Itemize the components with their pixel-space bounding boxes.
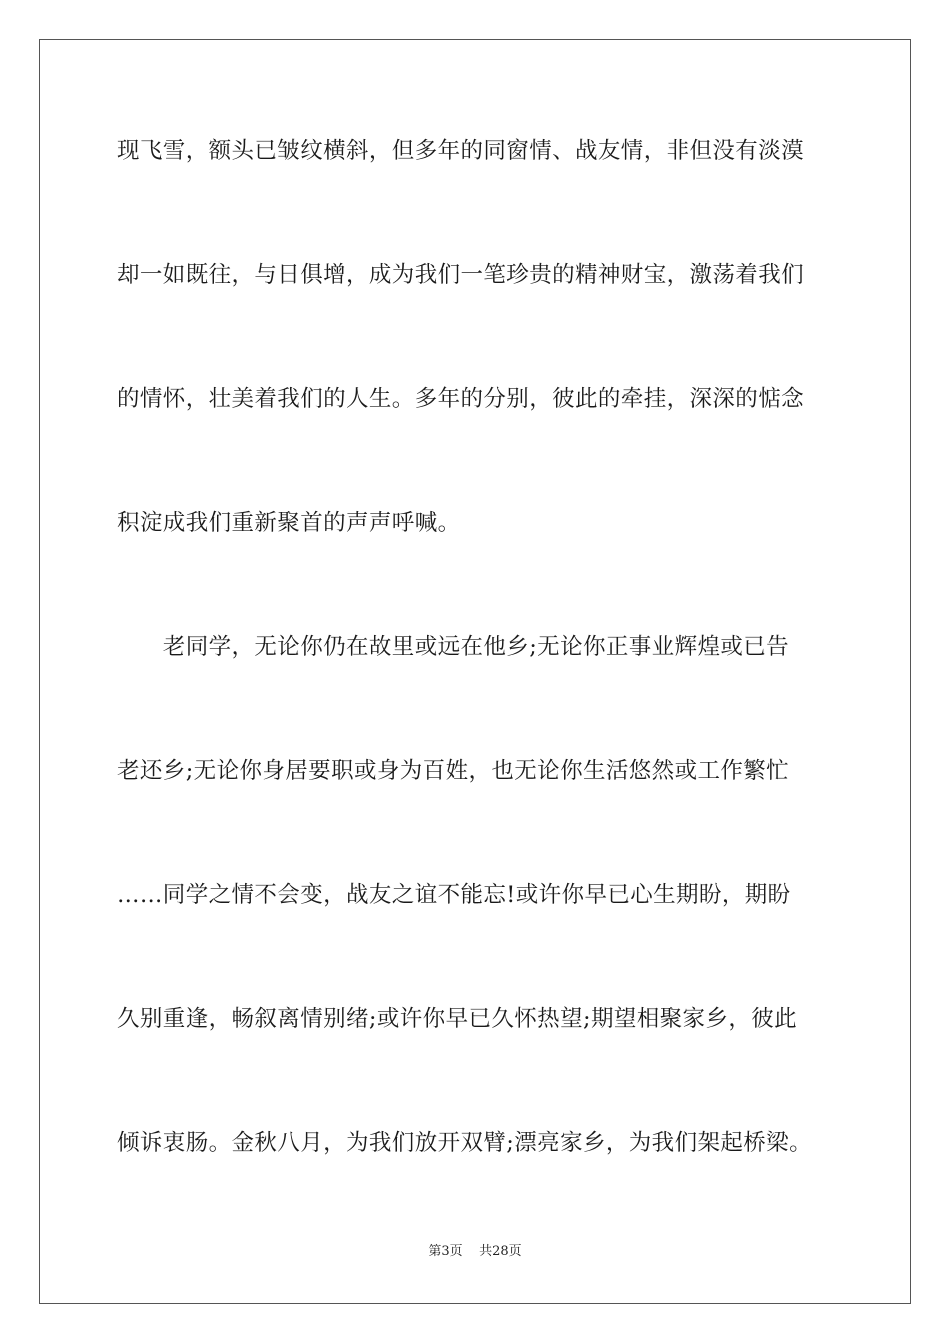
page-footer (0, 1243, 950, 1261)
page-border (39, 39, 911, 1304)
paragraph-line-6: 老还乡;无论你身居要职或身为百姓，也无论你生活悠然或工作繁忙 (117, 758, 790, 784)
page-number: 第3页 (428, 1244, 463, 1259)
paragraph-line-3: 的情怀，壮美着我们的人生。多年的分别，彼此的牵挂，深深的惦念 (117, 386, 805, 412)
paragraph-line-4: 积淀成我们重新聚首的声声呼喊。 (117, 510, 461, 536)
paragraph-line-5: 老同学，无论你仍在故里或远在他乡;无论你正事业辉煌或已告 (117, 634, 790, 660)
paragraph-line-2: 却一如既往，与日俱增，成为我们一笔珍贵的精神财宝，激荡着我们 (117, 262, 805, 288)
paragraph-line-9: 倾诉衷肠。金秋八月，为我们放开双臂;漂亮家乡，为我们架起桥梁。 (117, 1130, 812, 1156)
paragraph-line-7: ……同学之情不会变，战友之谊不能忘!或许你早已心生期盼，期盼 (117, 882, 791, 908)
paragraph-line-8: 久别重逢，畅叙离情别绪;或许你早已久怀热望;期望相聚家乡，彼此 (117, 1006, 798, 1032)
page-total: 共28页 (479, 1244, 522, 1259)
paragraph-line-1: 现飞雪，额头已皱纹横斜，但多年的同窗情、战友情，非但没有淡漠 (117, 138, 805, 164)
